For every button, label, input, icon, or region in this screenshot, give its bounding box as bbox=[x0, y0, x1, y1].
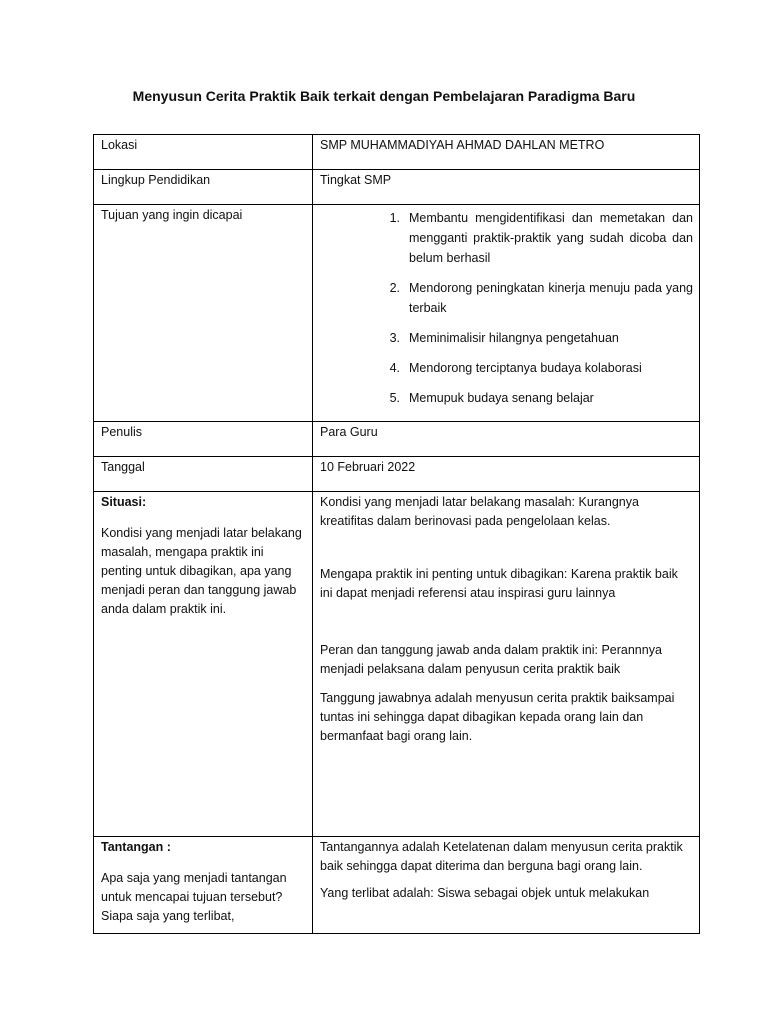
tujuan-list-cell bbox=[313, 205, 700, 422]
list-item bbox=[320, 208, 693, 268]
list-text: Mendorong peningkatan kinerja menuju pada yang terbaik bbox=[409, 281, 693, 315]
tantangan-paragraph: Tantangannya adalah Ketelatenan dalam menyusun cerita praktik baik sehingga dapat diterima dan berguna bagi orang lain. bbox=[320, 840, 683, 873]
lokasi-value: SMP MUHAMMADIYAH AHMAD DAHLAN METRO bbox=[313, 135, 700, 170]
table-row-lokasi bbox=[94, 135, 700, 170]
list-number: 3. bbox=[389, 331, 400, 345]
tantangan-cell bbox=[94, 837, 313, 934]
table-row-tanggal bbox=[94, 457, 700, 492]
lingkup-value: Tingkat SMP bbox=[313, 170, 700, 205]
tantangan-paragraph: Yang terlibat adalah: Siswa sebagai objek untuk melakukan bbox=[320, 886, 650, 900]
tantangan-label: Tantangan : bbox=[101, 840, 171, 854]
situasi-description: Kondisi yang menjadi latar belakang masalah, mengapa praktik ini penting untuk dibagikan, apa yang menjadi peran dan tanggung jawab anda dalam praktik ini. bbox=[101, 526, 302, 616]
penulis-value: Para Guru bbox=[313, 422, 700, 457]
situasi-content bbox=[313, 492, 700, 837]
situasi-cell bbox=[94, 492, 313, 837]
list-number: 5. bbox=[389, 391, 400, 405]
tanggal-label: Tanggal bbox=[94, 457, 313, 492]
tujuan-label: Tujuan yang ingin dicapai bbox=[94, 205, 313, 422]
list-item bbox=[320, 328, 693, 348]
penulis-label: Penulis bbox=[94, 422, 313, 457]
list-number: 4. bbox=[389, 361, 400, 375]
lokasi-label: Lokasi bbox=[94, 135, 313, 170]
situasi-paragraph: Tanggung jawabnya adalah menyusun cerita praktik baiksampai tuntas ini sehingga dapat dibagikan kepada orang lain dan bermanfaat bagi orang lain. bbox=[320, 691, 675, 743]
tantangan-description: Apa saja yang menjadi tantangan untuk mencapai tujuan tersebut? Siapa saja yang terlibat, bbox=[101, 871, 287, 923]
table-row-tujuan bbox=[94, 205, 700, 422]
list-text: Membantu mengidentifikasi dan memetakan dan mengganti praktik-praktik yang sudah dicoba dan belum berhasil bbox=[409, 211, 693, 265]
lingkup-label: Lingkup Pendidikan bbox=[94, 170, 313, 205]
goals-list bbox=[320, 208, 693, 408]
situasi-paragraph: Peran dan tanggung jawab anda dalam praktik ini: Perannnya menjadi pelaksana dalam penyusun cerita praktik baik bbox=[320, 643, 662, 676]
list-item bbox=[320, 358, 693, 378]
table-row-penulis bbox=[94, 422, 700, 457]
tantangan-content bbox=[313, 837, 700, 934]
situasi-paragraph: Mengapa praktik ini penting untuk dibagikan: Karena praktik baik ini dapat menjadi referensi atau inspirasi guru lainnya bbox=[320, 567, 678, 600]
table-row-situasi bbox=[94, 492, 700, 837]
tanggal-value: 10 Februari 2022 bbox=[313, 457, 700, 492]
situasi-paragraph: Kondisi yang menjadi latar belakang masalah: Kurangnya kreatifitas dalam berinovasi pada pengelolaan kelas. bbox=[320, 495, 639, 528]
list-number: 2. bbox=[389, 281, 400, 295]
table-row-tantangan bbox=[94, 837, 700, 934]
practice-table bbox=[93, 134, 700, 934]
list-item bbox=[320, 388, 693, 408]
list-text: Meminimalisir hilangnya pengetahuan bbox=[409, 331, 619, 345]
document-title: Menyusun Cerita Praktik Baik terkait dengan Pembelajaran Paradigma Baru bbox=[132, 88, 636, 104]
situasi-label: Situasi: bbox=[101, 495, 147, 509]
list-item bbox=[320, 278, 693, 318]
list-text: Mendorong terciptanya budaya kolaborasi bbox=[409, 361, 642, 375]
list-text: Memupuk budaya senang belajar bbox=[409, 391, 594, 405]
table-row-lingkup bbox=[94, 170, 700, 205]
list-number: 1. bbox=[389, 211, 400, 225]
